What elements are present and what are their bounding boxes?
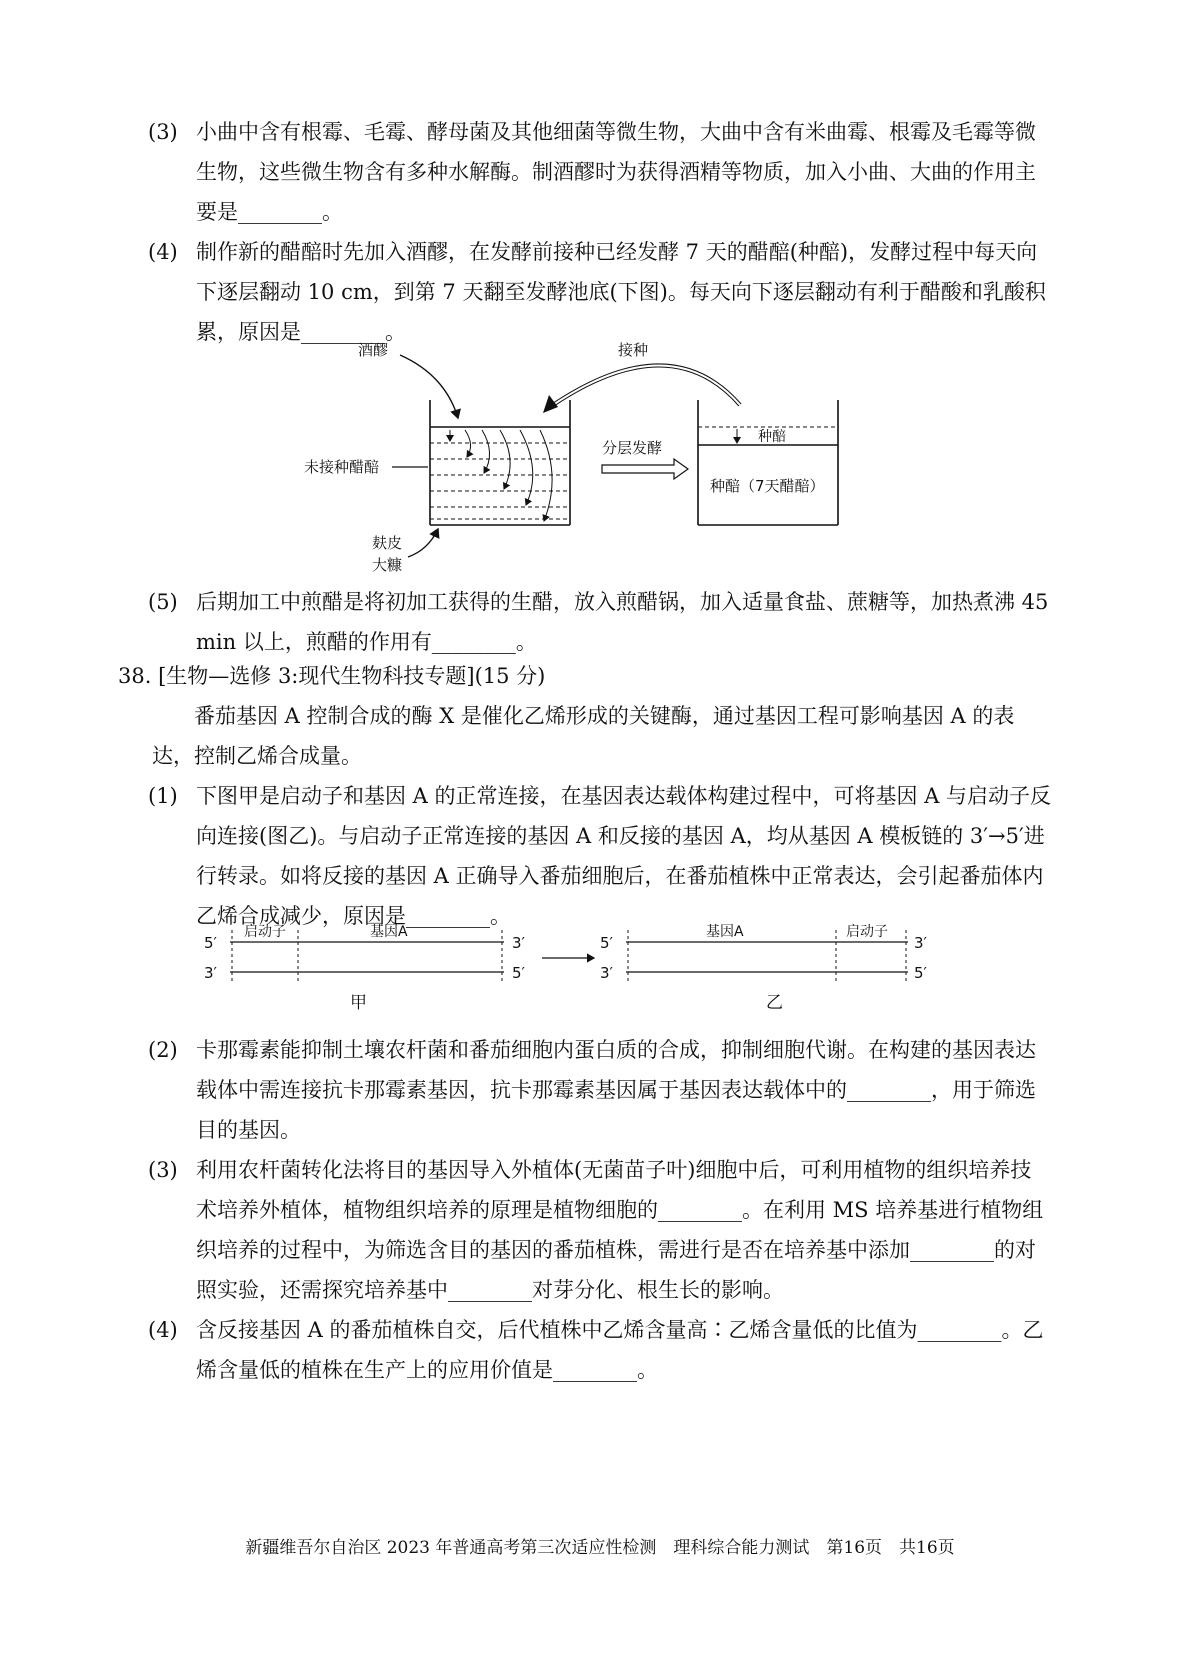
question-37-5 [148, 582, 1052, 662]
jiulao-arrow [400, 355, 458, 418]
question-number: (3) [148, 1158, 178, 1182]
question-38-4 [148, 1310, 1052, 1390]
fermentation-diagram [300, 335, 880, 580]
label-5prime: 5′ [512, 964, 525, 982]
intro-text: 番茄基因 A 控制合成的酶 X 是催化乙烯形成的关键酶，通过基因工程可影响基因 A 的表达，控制乙烯合成量。 [152, 704, 1015, 768]
question-number: (5) [148, 590, 178, 614]
question-text: 卡那霉素能抑制土壤农杆菌和番茄细胞内蛋白质的合成，抑制细胞代谢。在构建的基因表达载体中需连接抗卡那霉素基因，抗卡那霉素基因属于基因表达载体中的________，用于筛选目的基因。 [196, 1038, 1036, 1142]
label-gene-a: 基因A [370, 924, 408, 940]
question-text: 利用农杆菌转化法将目的基因导入外植体(无菌苗子叶)细胞中后，可利用植物的组织培养技术培养外植体，植物组织培养的原理是植物细胞的________。在利用 MS 培养基进行植物组织培养的过程中，为筛选含目的基因的番茄植株，需进行是否在培养基中添加________的对照实验，还需探究培养基中________对芽分化、根生长的影响。 [196, 1158, 1044, 1302]
label-5prime: 5′ [204, 934, 217, 952]
label-unseeded: 未接种醋醅 [304, 458, 380, 476]
label-jiezhong: 接种 [618, 341, 649, 359]
stratified-arrow [602, 459, 688, 479]
label-3prime: 3′ [512, 934, 525, 952]
right-vat [698, 400, 838, 525]
inoculation-arrow [550, 365, 740, 407]
question-text: 含反接基因 A 的番茄植株自交，后代植株中乙烯含量高∶乙烯含量低的比值为________。乙烯含量低的植株在生产上的应用价值是________。 [196, 1318, 1044, 1382]
question-number: (3) [148, 120, 178, 144]
left-vat [430, 400, 570, 525]
label-3prime: 3′ [204, 964, 217, 982]
construct-jia [204, 923, 526, 1010]
label-3prime: 3′ [914, 934, 927, 952]
label-promoter: 启动子 [244, 924, 286, 940]
question-38-heading: 38. [生物—选修 3:现代生物科技专题](15 分) [118, 664, 546, 688]
question-37-3 [148, 112, 1052, 232]
question-number: (4) [148, 240, 178, 264]
question-37-4 [148, 232, 1052, 352]
label-fupi: 麸皮 [372, 534, 403, 552]
caption-yi: 乙 [766, 993, 783, 1010]
label-5prime: 5′ [914, 964, 927, 982]
label-jiulao: 酒醪 [358, 341, 389, 359]
page-footer: 新疆维吾尔自治区 2023 年普通高考第三次适应性检测 理科综合能力测试 第16页 共16页 [245, 1538, 955, 1558]
question-number: (1) [148, 784, 178, 808]
question-38-3 [148, 1150, 1052, 1310]
label-zhongpei: 种醅 [758, 429, 786, 445]
label-promoter: 启动子 [846, 924, 888, 940]
question-text: 下图甲是启动子和基因 A 的正常连接，在基因表达载体构建过程中，可将基因 A 与启动子反向连接(图乙)。与启动子正常连接的基因 A 和反接的基因 A，均从基因 A 模板链的 3′→5′进行转录。如将反接的基因 A 正确导入番茄细胞后，在番茄植株中正常表达，会引起番茄体内乙烯合成减少，原因是________。 [196, 784, 1052, 928]
label-3prime: 3′ [600, 964, 613, 982]
label-zhongpei-full: 种醅（7天醋醅） [710, 477, 825, 495]
question-number: (4) [148, 1318, 178, 1342]
question-number: (2) [148, 1038, 178, 1062]
question-text: 小曲中含有根霉、毛霉、酵母菌及其他细菌等微生物，大曲中含有米曲霉、根霉及毛霉等微生物，这些微生物含有多种水解酶。制酒醪时为获得酒精等物质，加入小曲、大曲的作用主要是________。 [196, 120, 1036, 224]
question-38-2 [148, 1030, 1052, 1150]
question-38-intro [152, 696, 1052, 776]
construct-yi [600, 923, 928, 1010]
question-38-1 [148, 776, 1052, 936]
question-text: 制作新的醋醅时先加入酒醪，在发酵前接种已经发酵 7 天的醋醅(种醅)，发酵过程中每天向下逐层翻动 10 cm，到第 7 天翻至发酵池底(下图)。每天向下逐层翻动有利于醋酸和乳酸积累，原因是________。 [196, 240, 1046, 344]
label-5prime: 5′ [600, 934, 613, 952]
question-text: 后期加工中煎醋是将初加工获得的生醋，放入煎醋锅，加入适量食盐、蔗糖等，加热煮沸 45 min 以上，煎醋的作用有________。 [196, 590, 1049, 654]
caption-jia: 甲 [350, 993, 367, 1010]
label-gene-a: 基因A [706, 924, 744, 940]
fupi-arrow [408, 529, 438, 557]
gene-construct-diagram [200, 920, 980, 1010]
label-fuceng: 分层发酵 [602, 439, 663, 457]
label-dakang: 大糠 [372, 556, 403, 574]
